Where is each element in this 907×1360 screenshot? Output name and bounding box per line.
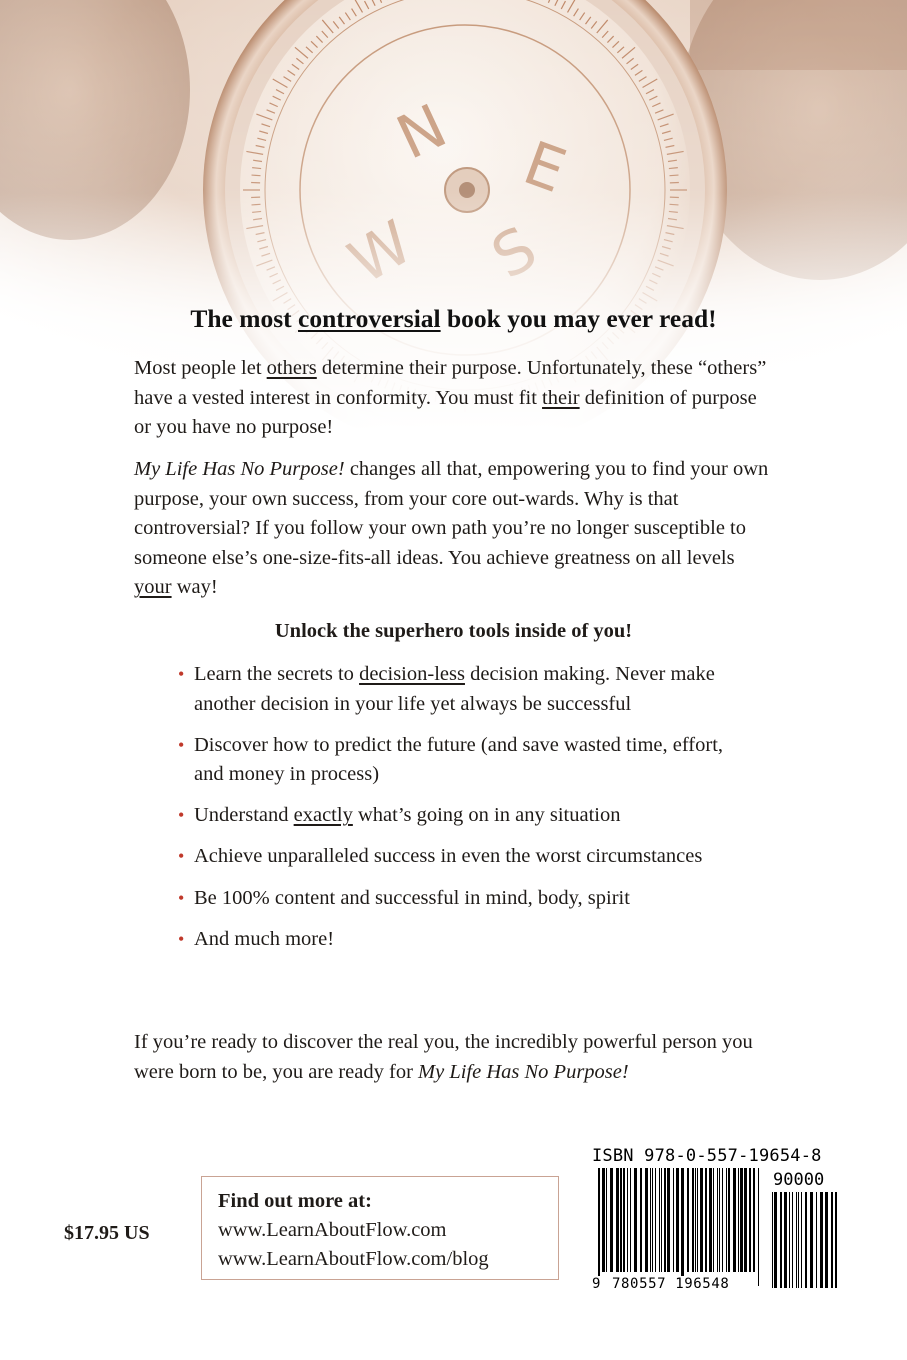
barcode-bar [738,1168,739,1272]
barcode-bar [640,1168,642,1272]
barcode-bar [749,1168,751,1272]
list-item-text: Understand [194,804,294,827]
list-item [178,884,738,914]
description-paragraph [134,455,774,603]
barcode-bar [722,1168,723,1272]
barcode-bar [623,1168,625,1272]
barcode-bar [705,1168,707,1272]
intro-paragraph [134,354,774,443]
closing-text: If you’re ready to discover the real you, the incredibly powerful person you were born to be, you are ready for [134,1031,753,1083]
barcode-bar [733,1168,736,1272]
barcode-bar [598,1168,600,1286]
list-item-emphasis: exactly [293,804,353,827]
bullet-icon: • [178,887,185,908]
barcode-bar [709,1168,712,1272]
barcode-bar [634,1168,637,1272]
barcode-addon-bar [792,1192,793,1288]
barcode-addon-bar [789,1192,790,1288]
bullet-icon: • [178,734,185,755]
barcode-addon-bar [835,1192,837,1288]
blog-link[interactable]: www.LearnAboutFlow.com/blog [218,1248,489,1270]
barcode-bar [713,1168,714,1272]
list-item [178,925,738,955]
more-info-label: Find out more at: [218,1190,372,1212]
headline-before: The most [190,304,299,333]
barcode-bar [630,1168,631,1272]
isbn-barcode [590,1146,846,1298]
list-item [178,801,738,831]
list-item-text: decision making. Never make another decision in your life yet always be successful [194,663,715,715]
description-emphasis-your: your [134,576,172,599]
list-item-text: And much more! [194,927,335,950]
price-addon-code: 90000 [773,1170,825,1190]
barcode-bar [627,1168,628,1272]
barcode-addon-bar [772,1192,773,1288]
price: $17.95 US [64,1222,150,1244]
barcode-addon-bar [774,1192,777,1288]
description-text-2: way! [171,576,218,599]
barcode-bar [753,1168,755,1272]
bullet-icon: • [178,928,185,949]
barcode-addon-bar [801,1192,802,1288]
barcode-bar [744,1168,747,1272]
barcode-addon-bar [816,1192,817,1288]
list-item-text: what’s going on in any situation [352,804,621,827]
barcode-bar [695,1168,696,1272]
barcode-bar [659,1168,660,1272]
intro-emphasis-others: others [266,357,317,379]
barcode-bar [667,1168,670,1272]
intro-text-2: determine their purpose. Unfortunately, these “others” have a vested interest in conformity. You must fit [134,357,767,409]
barcode-bar [610,1168,613,1272]
barcode-addon-bar [810,1192,813,1288]
book-title-italic: My Life Has No Purpose! [134,458,345,480]
barcode-bar [687,1168,689,1272]
intro-text-1: Most people let [134,357,267,379]
barcode-bar [602,1168,605,1272]
bullet-icon: • [178,805,185,826]
website-link[interactable]: www.LearnAboutFlow.com [218,1219,447,1241]
book-title-italic: My Life Has No Purpose! [418,1060,629,1083]
barcode-bar [606,1168,607,1272]
barcode-bar [673,1168,674,1272]
barcode-bar [692,1168,694,1272]
barcode-bar [661,1168,662,1272]
barcode-bar [650,1168,651,1272]
barcode-addon-bar [798,1192,799,1288]
barcode-addon-bar [780,1192,782,1288]
list-item [178,660,738,719]
barcode-bar [652,1168,653,1272]
isbn-label: ISBN 978-0-557-19654-8 [592,1146,822,1166]
barcode-bar [676,1168,679,1272]
barcode-bar [681,1168,684,1286]
headline [0,304,907,334]
barcode-addon-bar [805,1192,807,1288]
more-info-box [201,1176,559,1280]
barcode-bar [664,1168,666,1272]
list-item-text: Achieve unparalleled success in even the worst circumstances [194,845,703,868]
bullets-heading: Unlock the superhero tools inside of you! [274,620,633,642]
barcode-bar [616,1168,619,1272]
barcode-addon-bar [820,1192,823,1288]
barcode-bar [728,1168,730,1272]
list-item [178,842,738,872]
list-item [178,731,738,790]
headline-after: book you may ever read! [440,304,717,333]
list-item-text: Be 100% content and successful in mind, body, spirit [194,886,630,909]
list-item-emphasis: decision-less [359,663,465,685]
barcode-bar [655,1168,656,1272]
barcode-bar [719,1168,720,1272]
barcode-addon-bar [784,1192,787,1288]
description-text-1: changes all that, empowering you to find your own purpose, your own success, from your core out-wards. Why is that controversial? If you follow your own path you’re no longer susceptible to someone else’s one-size-fits-all ideas. You achieve greatness on all levels [134,458,769,569]
barcode-digits: 780557 196548 [612,1276,730,1292]
barcode-bar [717,1168,718,1272]
barcode-bar [726,1168,727,1272]
barcode-bar [620,1168,622,1272]
barcode-first-digit: 9 [592,1276,601,1292]
barcode-bar [700,1168,703,1272]
intro-text-3: definition of purpose or you have no purpose! [134,386,757,439]
barcode-addon-bar [825,1192,828,1288]
barcode-bar [697,1168,698,1272]
bullet-icon: • [178,664,185,684]
barcode-addon-bar [831,1192,833,1288]
closing-paragraph [134,1028,774,1087]
feature-list [178,660,738,966]
barcode-bar [758,1168,759,1286]
headline-emphasis: controversial [298,304,441,333]
intro-emphasis-their: their [542,386,580,409]
list-item-text: Discover how to predict the future (and save wasted time, effort, and money in process) [194,733,724,786]
barcode-addon-bar [796,1192,797,1288]
barcode-bar [740,1168,743,1272]
list-item-text: Learn the secrets to [194,663,360,685]
barcode-bar [645,1168,648,1272]
bullet-icon: • [178,846,185,867]
